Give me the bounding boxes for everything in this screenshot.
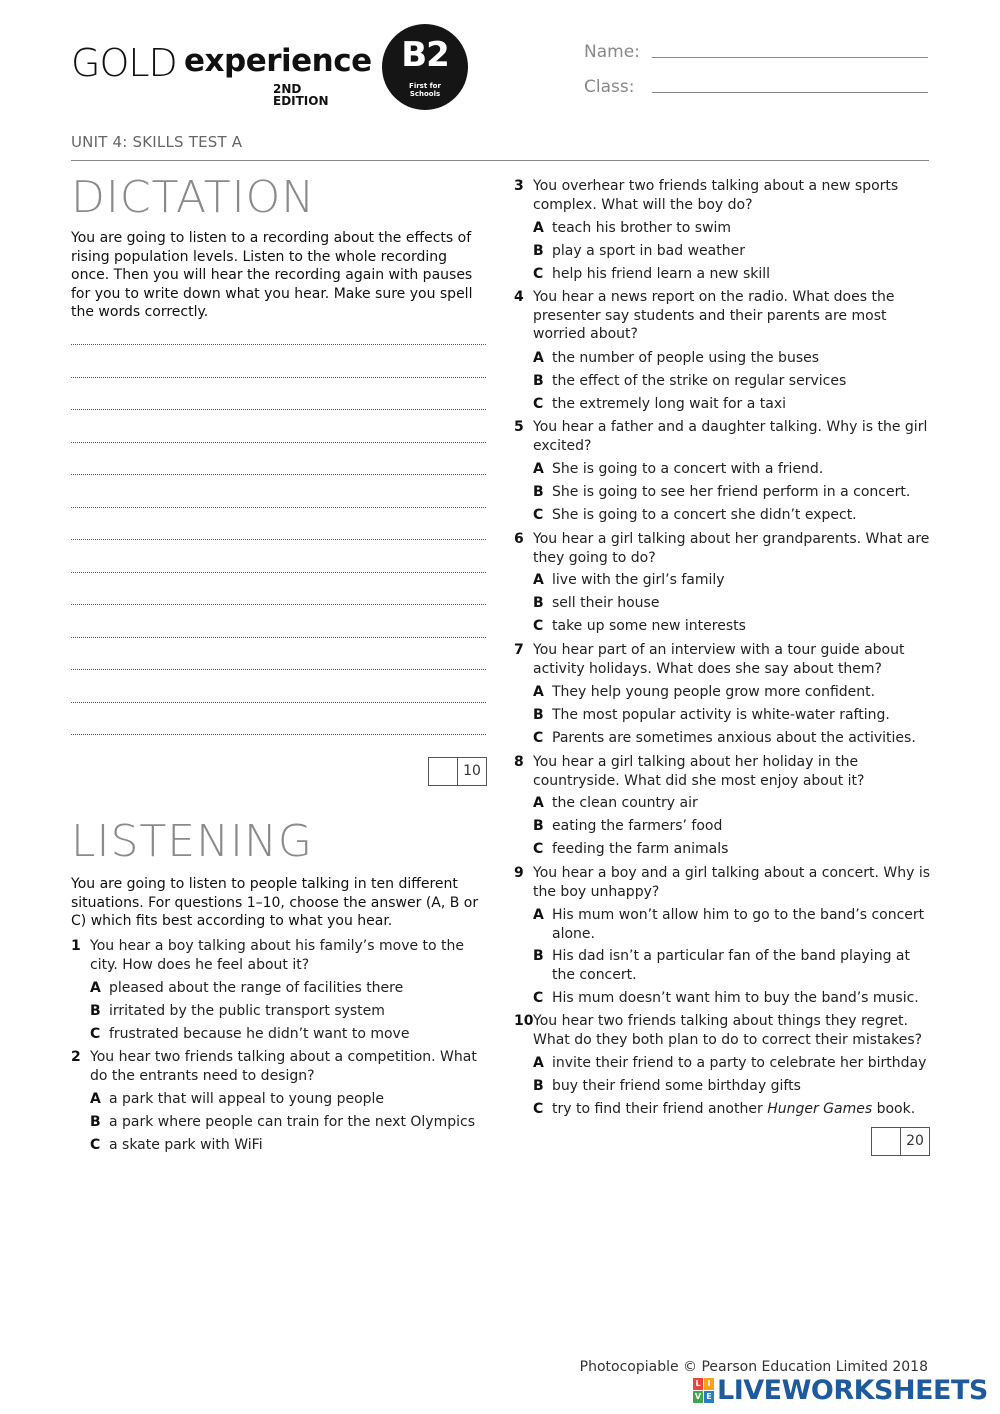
level-badge-subtitle: First for Schools <box>409 82 441 98</box>
dictation-answer-line[interactable] <box>71 734 486 735</box>
option-letter: B <box>90 1003 101 1019</box>
option-letter: C <box>533 990 544 1006</box>
listening-instructions: You are going to listen to people talking in ten different situations. For questions 1–10, choose the answer (A, B or C) which fits best according to what you hear. <box>71 876 479 929</box>
option-letter: C <box>533 1101 544 1117</box>
option-letter: A <box>533 350 544 366</box>
option-text: the extremely long wait for a taxi <box>552 396 787 412</box>
question-text: You hear two friends talking about things they regret. What do they both plan to do to correct their mistakes? <box>533 1013 923 1048</box>
option-text: live with the girl’s family <box>552 572 725 588</box>
question-text: You hear a girl talking about her grandparents. What are they going to do? <box>533 531 930 566</box>
dictation-answer-line[interactable] <box>71 702 486 703</box>
question-number: 3 <box>514 178 524 194</box>
option-text: play a sport in bad weather <box>552 243 745 259</box>
option-letter: B <box>90 1114 101 1130</box>
listening-title: LISTENING <box>71 816 313 867</box>
option-text: take up some new interests <box>552 618 746 634</box>
question-text: You hear a boy talking about his family’s move to the city. How does he feel about it? <box>90 938 465 973</box>
option-text: eating the farmers’ food <box>552 818 723 834</box>
option-letter: A <box>90 1091 101 1107</box>
option-text: His dad isn’t a particular fan of the band playing at the concert. <box>552 948 910 983</box>
option-text: sell their house <box>552 595 660 611</box>
question-number: 2 <box>71 1049 81 1065</box>
option-letter: B <box>533 243 544 259</box>
unit-title: UNIT 4: SKILLS TEST A <box>71 133 243 151</box>
option-text: teach his brother to swim <box>552 220 732 236</box>
question-text: You hear a boy and a girl talking about a concert. Why is the boy unhappy? <box>533 865 931 900</box>
option-text: She is going to a concert she didn’t expect. <box>552 507 857 523</box>
option-text: feeding the farm animals <box>552 841 729 857</box>
option-letter: C <box>533 266 544 282</box>
dictation-answer-line[interactable] <box>71 539 486 540</box>
option-letter: A <box>533 907 544 923</box>
level-badge <box>382 24 468 110</box>
liveworksheets-icon-letter: V <box>694 1392 702 1401</box>
option-text: try to find their friend another Hunger Games book. <box>552 1101 916 1117</box>
listening-score-box <box>871 1127 930 1156</box>
question-number: 1 <box>71 938 81 954</box>
option-text: She is going to a concert with a friend. <box>552 461 824 477</box>
question-number: 9 <box>514 865 524 881</box>
dictation-title: DICTATION <box>71 172 316 223</box>
question-number: 5 <box>514 419 524 435</box>
option-letter: A <box>533 572 544 588</box>
question-number: 10 <box>514 1013 534 1029</box>
question-text: You hear part of an interview with a tour guide about activity holidays. What does she say about them? <box>533 642 905 677</box>
option-letter: A <box>533 461 544 477</box>
dictation-answer-line[interactable] <box>71 344 486 345</box>
dictation-instructions: You are going to listen to a recording about the effects of rising population levels. Listen to the whole recording once. Then you will hear the recording again with pauses for you to write down what you hear. Make sure you spell the words correctly. <box>71 230 473 320</box>
dictation-answer-line[interactable] <box>71 409 486 410</box>
option-letter: A <box>533 684 544 700</box>
dictation-answer-line[interactable] <box>71 604 486 605</box>
copyright-notice: Photocopiable © Pearson Education Limited 2018 <box>579 1359 928 1375</box>
option-letter: C <box>533 507 544 523</box>
option-letter: B <box>533 1078 544 1094</box>
liveworksheets-watermark <box>693 1376 989 1406</box>
question-text: You hear a father and a daughter talking. Why is the girl excited? <box>533 419 928 454</box>
level-badge-text: B2 <box>401 35 449 75</box>
question-text: You hear a news report on the radio. What does the presenter say students and their parents are most worried about? <box>533 289 895 342</box>
liveworksheets-icon-letter: E <box>704 1391 714 1403</box>
option-text-italic: Hunger Games <box>767 1101 873 1117</box>
option-letter: A <box>90 980 101 996</box>
option-text: the effect of the strike on regular services <box>552 373 847 389</box>
option-text: irritated by the public transport system <box>109 1003 385 1019</box>
dictation-answer-line[interactable] <box>71 507 486 508</box>
option-letter: B <box>533 484 544 500</box>
question-number: 6 <box>514 531 524 547</box>
option-text: a skate park with WiFi <box>109 1137 263 1153</box>
option-text: a park that will appeal to young people <box>109 1091 385 1107</box>
option-letter: C <box>533 730 544 746</box>
class-label: Class: <box>584 77 635 97</box>
option-letter: B <box>533 948 544 964</box>
dictation-answer-line[interactable] <box>71 669 486 670</box>
option-text: the clean country air <box>552 795 698 811</box>
option-text: frustrated because he didn’t want to move <box>109 1026 410 1042</box>
liveworksheets-icon-letter: I <box>704 1378 714 1390</box>
option-letter: B <box>533 707 544 723</box>
option-letter: A <box>533 795 544 811</box>
option-text: Parents are sometimes anxious about the activities. <box>552 730 916 746</box>
dictation-answer-line[interactable] <box>71 474 486 475</box>
header-divider <box>71 160 929 161</box>
dictation-score-box <box>428 757 487 786</box>
dictation-score-total: 10 <box>463 763 481 779</box>
question-text: You overhear two friends talking about a new sports complex. What will the boy do? <box>533 178 899 213</box>
edition-label: 2ND EDITION <box>273 82 329 108</box>
option-text: His mum doesn’t want him to buy the band’s music. <box>552 990 919 1006</box>
option-letter: C <box>90 1137 101 1153</box>
option-text: help his friend learn a new skill <box>552 266 771 282</box>
option-letter: B <box>533 373 544 389</box>
question-number: 7 <box>514 642 524 658</box>
option-letter: B <box>533 595 544 611</box>
liveworksheets-text: LIVEWORKSHEETS <box>717 1375 988 1406</box>
option-text: The most popular activity is white-water rafting. <box>552 707 890 723</box>
option-letter: A <box>533 220 544 236</box>
listening-score-input[interactable] <box>872 1128 901 1155</box>
option-letter: B <box>533 818 544 834</box>
option-text: a park where people can train for the next Olympics <box>109 1114 475 1130</box>
option-text: the number of people using the buses <box>552 350 820 366</box>
option-letter: C <box>533 396 544 412</box>
listening-score-total: 20 <box>906 1133 924 1149</box>
name-label: Name: <box>584 42 640 62</box>
option-letter: C <box>533 841 544 857</box>
class-input-line[interactable] <box>652 92 928 93</box>
dictation-answer-line[interactable] <box>71 572 486 573</box>
option-text: pleased about the range of facilities there <box>109 980 404 996</box>
dictation-score-input[interactable] <box>429 758 458 785</box>
question-text: You hear two friends talking about a competition. What do the entrants need to design? <box>90 1049 477 1084</box>
option-letter: A <box>533 1055 544 1071</box>
option-letter: C <box>533 618 544 634</box>
option-text: She is going to see her friend perform in a concert. <box>552 484 911 500</box>
logo-experience-text: experience <box>184 43 372 79</box>
question-text: You hear a girl talking about her holiday in the countryside. What did she most enjoy about it? <box>533 754 865 789</box>
logo-gold-text: GOLD <box>71 41 177 85</box>
question-number: 4 <box>514 289 524 305</box>
liveworksheets-icon-letter: L <box>693 1378 703 1390</box>
name-input-line[interactable] <box>652 57 928 58</box>
option-text: invite their friend to a party to celebrate her birthday <box>552 1055 927 1071</box>
question-number: 8 <box>514 754 524 770</box>
dictation-answer-line[interactable] <box>71 637 486 638</box>
liveworksheets-icon <box>693 1378 715 1404</box>
option-letter: C <box>90 1026 101 1042</box>
option-text: buy their friend some birthday gifts <box>552 1078 801 1094</box>
dictation-answer-line[interactable] <box>71 377 486 378</box>
option-text: They help young people grow more confident. <box>552 684 876 700</box>
dictation-answer-line[interactable] <box>71 442 486 443</box>
option-text: His mum won’t allow him to go to the band’s concert alone. <box>552 907 925 942</box>
